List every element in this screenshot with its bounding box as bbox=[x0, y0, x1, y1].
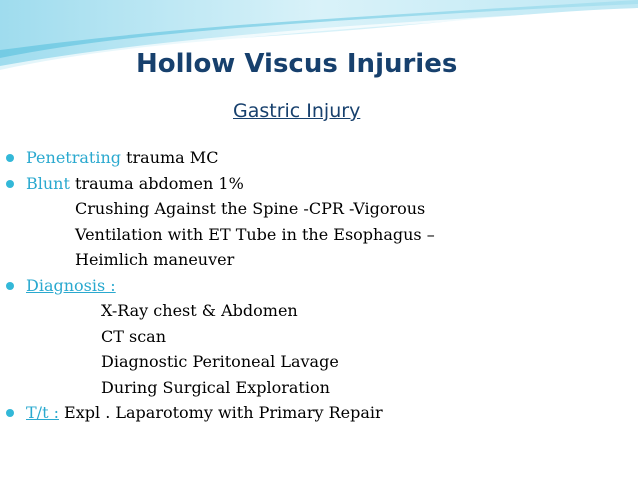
slide-title: Hollow Viscus Injuries bbox=[136, 49, 458, 79]
bullet-lead: Diagnosis : bbox=[26, 275, 116, 295]
bullet-lead: Penetrating bbox=[26, 148, 121, 167]
blunt-detail-text: Crushing Against the Spine -CPR -Vigorous bbox=[75, 199, 426, 218]
bullet-lead: T/t : bbox=[26, 403, 59, 422]
bullet-penetrating bbox=[0, 145, 638, 171]
bullet-dot-icon bbox=[6, 409, 14, 417]
diagnosis-item-text: X-Ray chest & Abdomen bbox=[101, 301, 298, 320]
bullet-diagnosis bbox=[0, 273, 638, 299]
diagnosis-item bbox=[0, 298, 638, 324]
bullet-lead: Blunt bbox=[26, 173, 70, 193]
bullet-blunt bbox=[0, 171, 638, 197]
blunt-detail-text: Heimlich maneuver bbox=[75, 250, 235, 269]
slide-subtitle: Gastric Injury bbox=[233, 100, 361, 122]
bullet-dot-icon bbox=[6, 282, 14, 290]
blunt-detail-text: Ventilation with ET Tube in the Esophagus – bbox=[75, 224, 435, 244]
bullet-text: Expl . Laparotomy with Primary Repair bbox=[58, 403, 383, 422]
blunt-detail-line bbox=[0, 196, 638, 222]
bullet-text: trauma abdomen 1% bbox=[69, 173, 244, 193]
blunt-detail-line bbox=[0, 247, 638, 273]
bullet-dot-icon bbox=[6, 180, 14, 188]
diagnosis-item bbox=[0, 324, 638, 350]
diagnosis-item-text: Diagnostic Peritoneal Lavage bbox=[101, 352, 339, 371]
diagnosis-item bbox=[0, 375, 638, 401]
bullet-dot-icon bbox=[6, 154, 14, 162]
bullet-text: trauma MC bbox=[121, 148, 219, 167]
slide-body bbox=[0, 145, 638, 426]
blunt-detail-line bbox=[0, 222, 638, 248]
diagnosis-item-text: During Surgical Exploration bbox=[101, 377, 330, 397]
bullet-treatment bbox=[0, 400, 638, 426]
diagnosis-item bbox=[0, 349, 638, 375]
diagnosis-item-text: CT scan bbox=[101, 326, 167, 346]
